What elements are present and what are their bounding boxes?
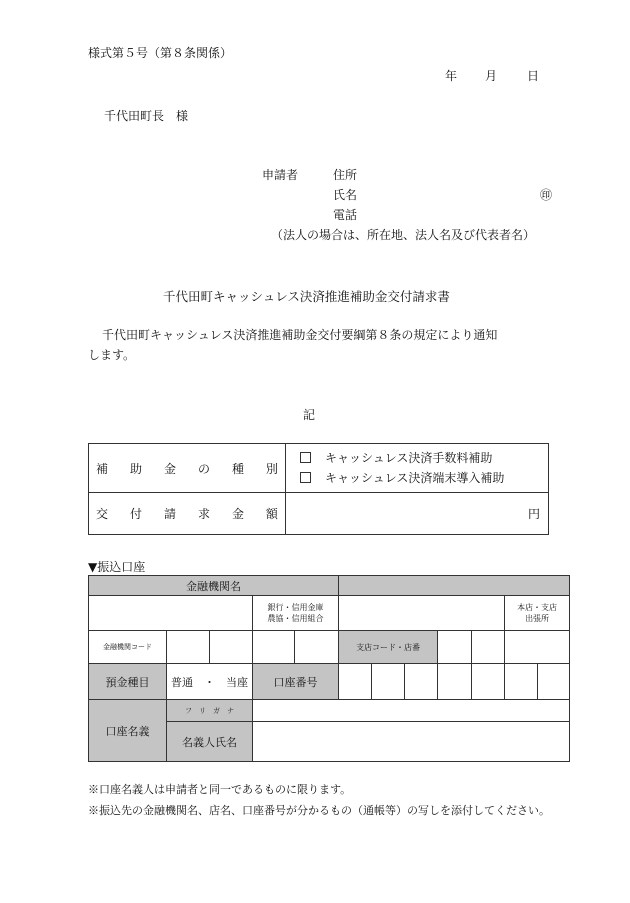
bank-code-label: 金融機関コード <box>89 631 167 664</box>
holder-name-field[interactable] <box>253 722 570 762</box>
furigana-field[interactable] <box>253 700 570 722</box>
holder-name-label: 名義人氏名 <box>167 722 253 762</box>
deposit-type-value[interactable]: 普通 ・ 当座 <box>167 664 253 700</box>
account-number-digit[interactable] <box>405 664 438 700</box>
subsidy-type-label: 補 助 金 の 種 別 <box>89 444 286 493</box>
corporation-note: （法人の場合は、所在地、法人名及び代表者名） <box>271 228 536 242</box>
body-text-line1: 千代田町キャッシュレス決済推進補助金交付要綱第８条の規定により通知 <box>102 328 498 342</box>
bank-name-header: 金融機関名 <box>89 576 339 596</box>
seal-mark: ㊞ <box>540 188 553 202</box>
branch-code-digit[interactable] <box>505 631 570 664</box>
date-year: 年 <box>445 69 458 83</box>
bank-type: 銀行・信用金庫 農協・信用組合 <box>253 596 339 631</box>
branch-type: 本店・支店 出張所 <box>505 596 570 631</box>
deposit-type-label: 預金種目 <box>89 664 167 700</box>
applicant-phone-label: 電話 <box>333 208 358 222</box>
date-month: 月 <box>485 69 498 83</box>
bank-code-digit[interactable] <box>210 631 253 664</box>
account-number-digit[interactable] <box>438 664 472 700</box>
bank-code-digit[interactable] <box>167 631 210 664</box>
checkbox-terminal-subsidy[interactable] <box>300 472 311 483</box>
branch-code-label: 支店コード・店番 <box>339 631 438 664</box>
ki-heading: 記 <box>303 408 316 422</box>
account-number-digit[interactable] <box>339 664 372 700</box>
body-text-line2: します。 <box>88 348 136 362</box>
applicant-name-label: 氏名 <box>333 188 358 202</box>
bank-name-field[interactable] <box>89 596 253 631</box>
account-holder-label: 口座名義 <box>89 700 167 762</box>
branch-name-header <box>339 576 570 596</box>
branch-code-digit[interactable] <box>472 631 505 664</box>
applicant-label: 申請者 <box>262 168 299 182</box>
claim-table <box>88 443 549 535</box>
form-number: 様式第５号（第８条関係） <box>88 46 233 60</box>
option-terminal-subsidy[interactable]: キャッシュレス決済端末導入補助 <box>300 468 548 488</box>
account-number-label: 口座番号 <box>253 664 339 700</box>
recipient: 千代田町長 様 <box>104 109 189 123</box>
note-holder: ※口座名義人は申請者と同一であるものに限ります。 <box>88 783 352 796</box>
bank-code-digit[interactable] <box>295 631 339 664</box>
furigana-label: フ リ ガ ナ <box>167 700 253 722</box>
account-table <box>88 575 570 762</box>
branch-code-digit[interactable] <box>438 631 472 664</box>
branch-name-field[interactable] <box>339 596 505 631</box>
account-heading: ▼振込口座 <box>88 560 146 574</box>
document-title: 千代田町キャッシュレス決済推進補助金交付請求書 <box>163 289 450 304</box>
applicant-address-label: 住所 <box>333 168 358 182</box>
account-number-digit[interactable] <box>505 664 538 700</box>
account-number-digit[interactable] <box>372 664 405 700</box>
account-number-digit[interactable] <box>538 664 570 700</box>
option-fee-subsidy[interactable]: キャッシュレス決済手数料補助 <box>300 448 548 468</box>
subsidy-type-options <box>286 444 549 493</box>
bank-code-digit[interactable] <box>253 631 295 664</box>
yen-unit: 円 <box>527 507 540 521</box>
account-number-digit[interactable] <box>472 664 505 700</box>
checkbox-fee-subsidy[interactable] <box>300 452 311 463</box>
amount-field[interactable] <box>286 493 549 535</box>
amount-label: 交 付 請 求 金 額 <box>89 493 286 535</box>
note-attachment: ※振込先の金融機関名、店名、口座番号が分かるもの（通帳等）の写しを添付してください。 <box>88 804 550 817</box>
date-day: 日 <box>527 69 540 83</box>
